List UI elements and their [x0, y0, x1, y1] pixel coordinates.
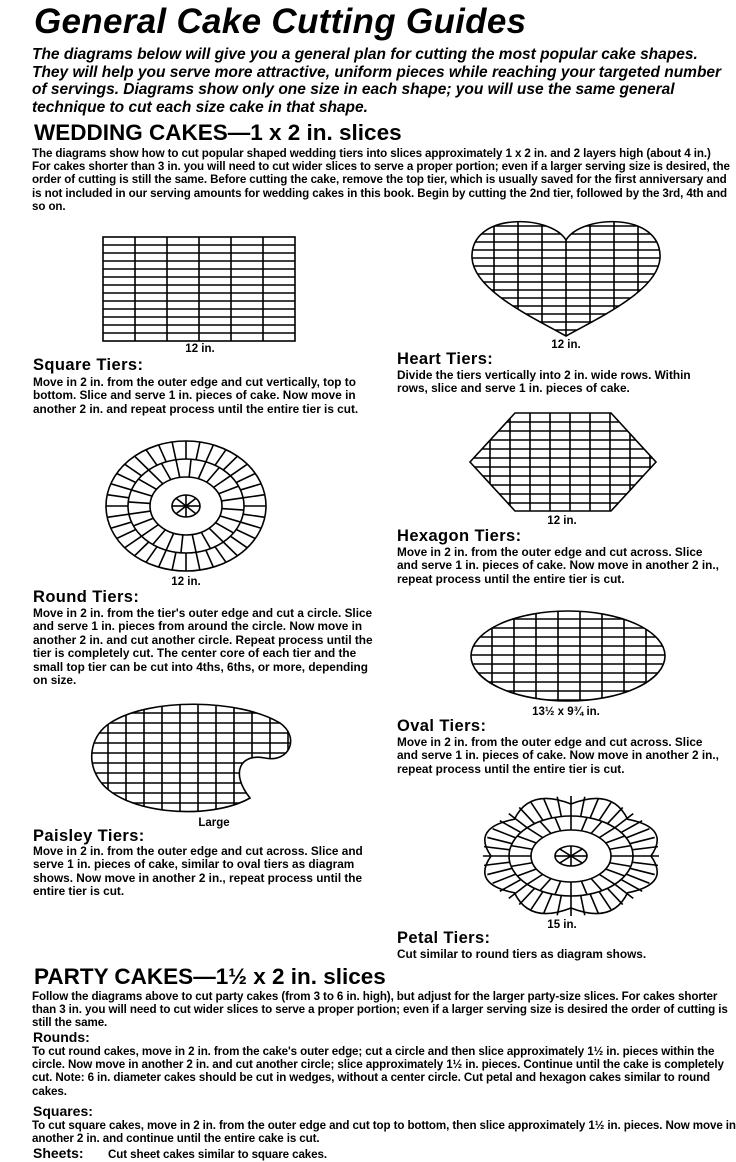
- sheets-heading: Sheets:: [33, 1145, 84, 1161]
- heart-tier-diagram: [470, 218, 662, 336]
- party-heading: PARTY CAKES—1½ x 2 in. slices: [34, 964, 386, 989]
- rounds-text: To cut round cakes, move in 2 in. from the cake's outer edge; cut a circle and then slice approximately 1½ in. pieces within the circle. Now move in another 2 in. and cut another circle; slice approximately 1½ in. pieces. Continue until the cake is completely cut. Note: 6 in. diameter cakes should be cut in wedges, without a center circle. Cut petal and hexagon cakes similar to round cakes.: [32, 1045, 724, 1098]
- oval-text: Move in 2 in. from the outer edge and cut across. Slice and serve 1 in. pieces of cake. Now move in another 2 in., repeat process until the entire tier is cut.: [397, 735, 719, 776]
- heart-text: Divide the tiers vertically into 2 in. wide rows. Within rows, slice and serve 1 in. pieces of cake.: [397, 368, 691, 396]
- page-title: General Cake Cutting Guides: [34, 2, 527, 41]
- hexagon-heading: Hexagon Tiers:: [397, 527, 522, 545]
- oval-heading: Oval Tiers:: [397, 717, 487, 735]
- round-size-label: 12 in.: [171, 576, 201, 588]
- round-heading: Round Tiers:: [33, 588, 140, 606]
- rounds-heading: Rounds:: [33, 1029, 90, 1045]
- paisley-tier-diagram: [90, 703, 296, 815]
- round-text: Move in 2 in. from the tier's outer edge and cut a circle. Slice and serve 1 in. pieces from around the circle. Now move in another 2 in. and cut another circle. Repeat process until the tier is completely cut. The center core of each tier and the small top tier can be cut into 4ths, 6ths, or more, depending on size.: [33, 606, 373, 688]
- squares-text: To cut square cakes, move in 2 in. from the outer edge and cut top to bottom, then slice approximately 1½ in. pieces. Now move in another 2 in. and continue until the entire cake is cut.: [32, 1119, 736, 1146]
- oval-size-label: 13½ x 9¾ in.: [532, 706, 600, 718]
- square-heading: Square Tiers:: [33, 356, 144, 374]
- square-tier-diagram: [103, 237, 295, 341]
- petal-text: Cut similar to round tiers as diagram shows.: [397, 947, 647, 961]
- heart-size-label: 12 in.: [551, 339, 581, 351]
- hexagon-text: Move in 2 in. from the outer edge and cut across. Slice and serve 1 in. pieces of cake. Now move in another 2 in., repeat process until the entire tier is cut.: [397, 545, 719, 586]
- hexagon-size-label: 12 in.: [547, 515, 577, 527]
- petal-tier-diagram: [478, 795, 664, 917]
- heart-heading: Heart Tiers:: [397, 350, 494, 368]
- petal-heading: Petal Tiers:: [397, 929, 491, 947]
- square-text: Move in 2 in. from the outer edge and cut vertically, top to bottom. Slice and serve 1 in. pieces of cake. Now move in another 2 in. and repeat process until the entire tier is cut.: [33, 375, 359, 416]
- paisley-heading: Paisley Tiers:: [33, 827, 145, 845]
- sheets-text: Cut sheet cakes similar to square cakes.: [108, 1148, 327, 1161]
- party-text: Follow the diagrams above to cut party cakes (from 3 to 6 in. high), but adjust for the larger party-size slices. For cakes shorter than 3 in. you will need to cut wider slices to serve a proper portion; even if a larger serving size is desired the order of cutting is still the same.: [32, 990, 728, 1030]
- petal-size-label: 15 in.: [547, 919, 577, 931]
- squares-heading: Squares:: [33, 1103, 93, 1119]
- oval-tier-diagram: [470, 610, 666, 702]
- wedding-heading: WEDDING CAKES—1 x 2 in. slices: [34, 120, 402, 145]
- intro-text: The diagrams below will give you a general plan for cutting the most popular cake shapes. They will help you serve more attractive, uniform pieces while reaching your targeted number of servings. Diagrams show only one size in each shape; you will use the same general technique to cut each size cake in that shape.: [32, 46, 722, 116]
- round-tier-diagram: [105, 440, 267, 572]
- paisley-text: Move in 2 in. from the outer edge and cut across. Slice and serve 1 in. pieces of cake, similar to oval tiers as diagram shows. Now move in another 2 in., repeat process until the entire tier is cut.: [33, 844, 363, 899]
- square-size-label: 12 in.: [185, 343, 215, 355]
- paisley-size-label: Large: [198, 817, 230, 829]
- wedding-text: The diagrams show how to cut popular shaped wedding tiers into slices approximately 1 x 2 in. and 2 layers high (about 4 in.) For cakes shorter than 3 in. you will need to cut wider slices to serve a proper portion; even if a larger serving size is desired, the order of cutting is still the same. Before cutting the cake, remove the top tier, which is usually saved for the first anniversary and is not included in our serving amounts for wedding cakes in this book. Begin by cutting the 2nd tier, followed by the 3rd, 4th and so on.: [32, 147, 730, 213]
- hexagon-tier-diagram: [470, 413, 656, 511]
